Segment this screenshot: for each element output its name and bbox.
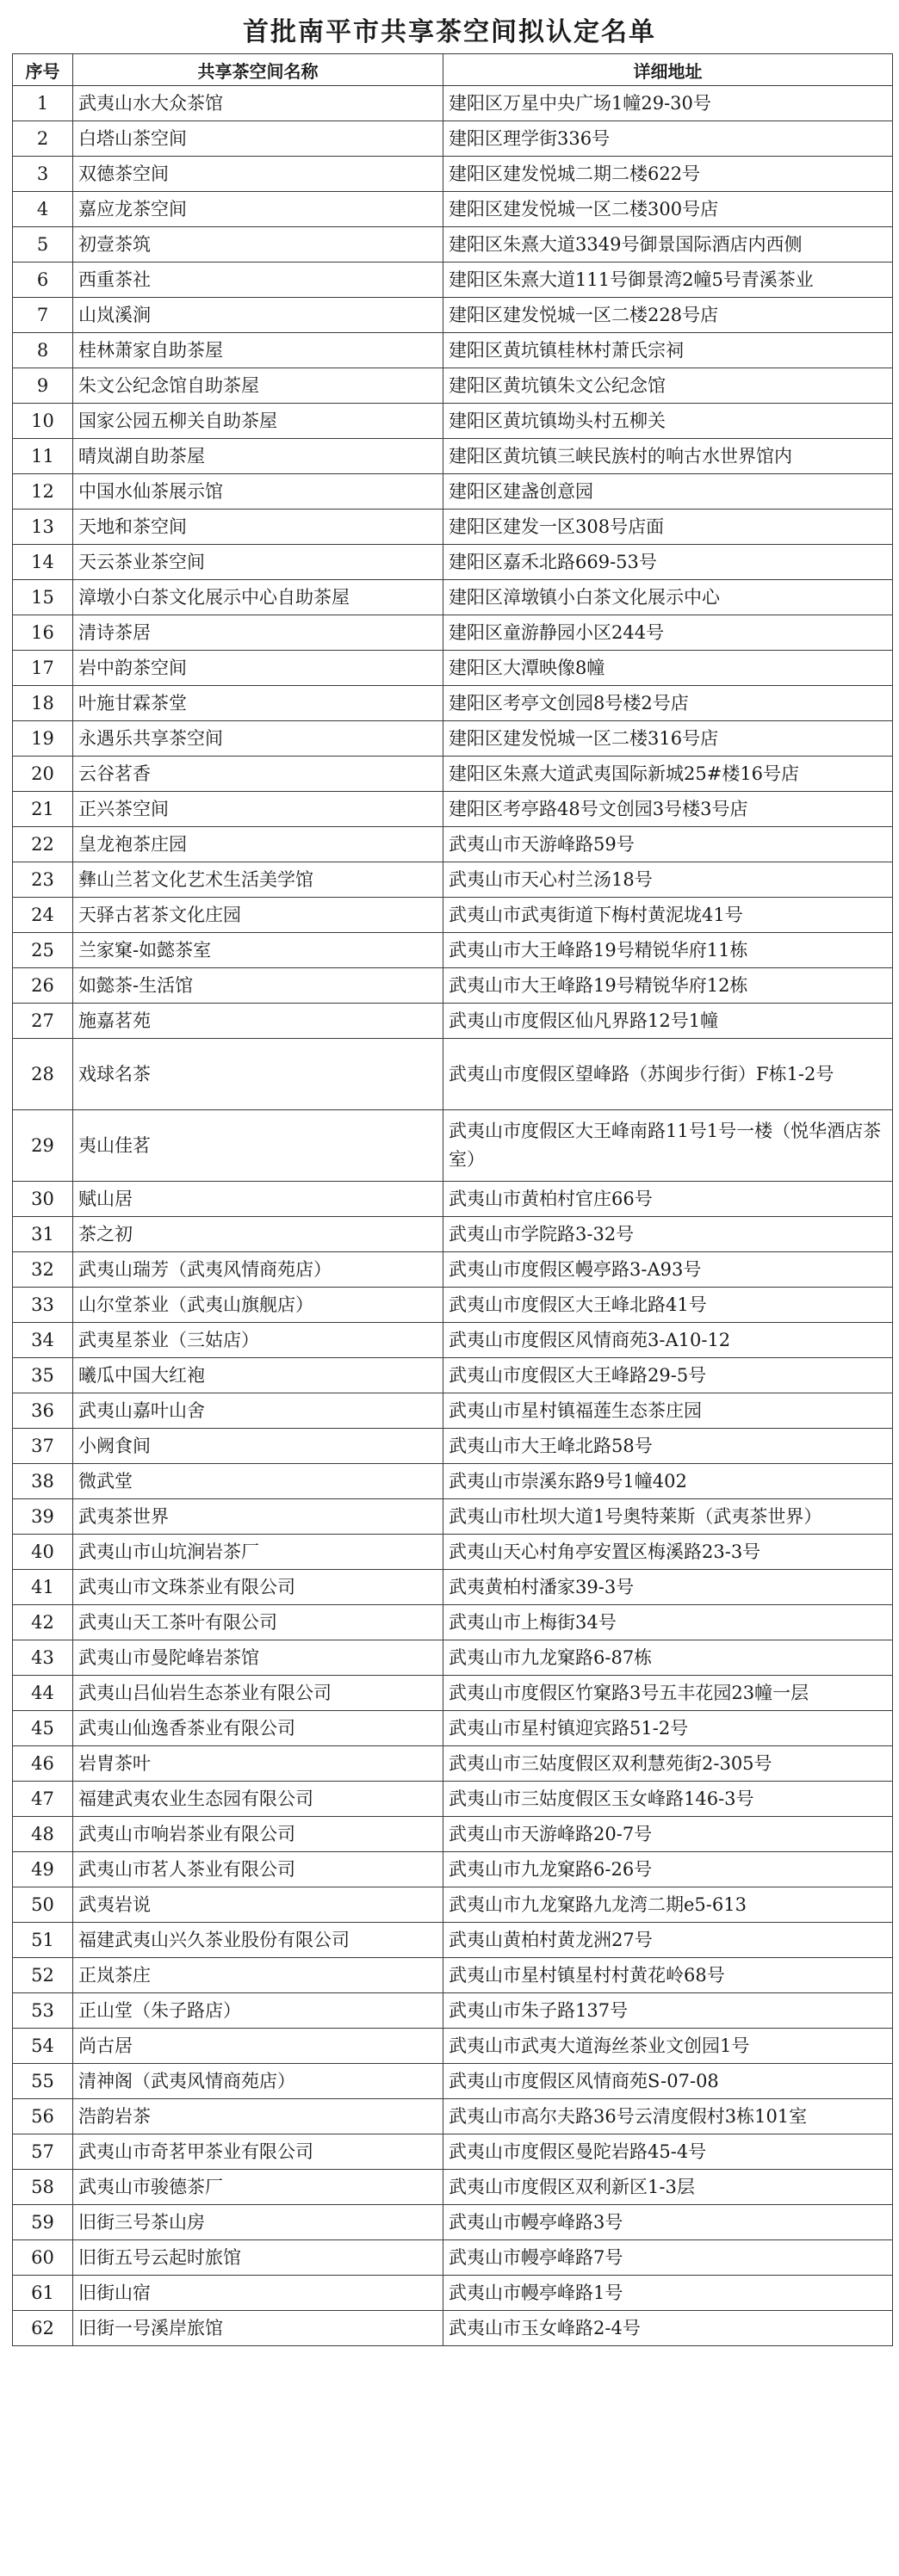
row-number: 30 bbox=[13, 1182, 73, 1217]
header-no: 序号 bbox=[13, 54, 73, 86]
row-name: 武夷山嘉叶山舍 bbox=[73, 1393, 443, 1429]
row-name: 清神阁（武夷风情商苑店） bbox=[73, 2064, 443, 2099]
row-number: 36 bbox=[13, 1393, 73, 1429]
row-number: 34 bbox=[13, 1323, 73, 1358]
table-row bbox=[13, 2064, 893, 2099]
row-name: 旧街三号茶山房 bbox=[73, 2205, 443, 2240]
row-name: 国家公园五柳关自助茶屋 bbox=[73, 404, 443, 439]
table-row bbox=[13, 862, 893, 898]
row-address: 武夷山市崇溪东路9号1幢402 bbox=[443, 1464, 893, 1499]
row-name: 武夷山水大众茶馆 bbox=[73, 86, 443, 121]
row-number: 33 bbox=[13, 1288, 73, 1323]
table-row bbox=[13, 1182, 893, 1217]
row-number: 53 bbox=[13, 1993, 73, 2029]
table-row bbox=[13, 2240, 893, 2276]
header-name: 共享茶空间名称 bbox=[73, 54, 443, 86]
row-address: 武夷山市黄柏村官庄66号 bbox=[443, 1182, 893, 1217]
table-row bbox=[13, 227, 893, 263]
row-name: 兰家窠-如懿茶室 bbox=[73, 933, 443, 968]
row-number: 60 bbox=[13, 2240, 73, 2276]
table-row bbox=[13, 1605, 893, 1640]
row-name: 叶施甘霖茶堂 bbox=[73, 686, 443, 721]
table-row bbox=[13, 1464, 893, 1499]
table-row bbox=[13, 827, 893, 862]
row-name: 嘉应龙茶空间 bbox=[73, 192, 443, 227]
row-name: 福建武夷农业生态园有限公司 bbox=[73, 1782, 443, 1817]
row-address: 武夷山市玉女峰路2-4号 bbox=[443, 2311, 893, 2346]
row-number: 44 bbox=[13, 1676, 73, 1711]
row-name: 福建武夷山兴久茶业股份有限公司 bbox=[73, 1923, 443, 1958]
row-address: 武夷山市度假区仙凡界路12号1幢 bbox=[443, 1004, 893, 1039]
row-name: 正山堂（朱子路店） bbox=[73, 1993, 443, 2029]
table-row bbox=[13, 1288, 893, 1323]
row-number: 6 bbox=[13, 263, 73, 298]
table-row bbox=[13, 2276, 893, 2311]
table-row bbox=[13, 686, 893, 721]
row-address: 武夷山市星村镇星村村黄花岭68号 bbox=[443, 1958, 893, 1993]
row-number: 59 bbox=[13, 2205, 73, 2240]
table-row bbox=[13, 651, 893, 686]
row-number: 54 bbox=[13, 2029, 73, 2064]
row-name: 天驿古茗茶文化庄园 bbox=[73, 898, 443, 933]
row-address: 建阳区黄坑镇三峡民族村的响古水世界馆内 bbox=[443, 439, 893, 474]
table-row bbox=[13, 1429, 893, 1464]
table-row bbox=[13, 1252, 893, 1288]
row-name: 清诗茶居 bbox=[73, 615, 443, 651]
table-row bbox=[13, 1887, 893, 1923]
row-address: 建阳区朱熹大道3349号御景国际酒店内西侧 bbox=[443, 227, 893, 263]
row-address: 武夷山市九龙窠路6-87栋 bbox=[443, 1640, 893, 1676]
row-number: 35 bbox=[13, 1358, 73, 1393]
row-name: 曦瓜中国大红袍 bbox=[73, 1358, 443, 1393]
row-name: 漳墩小白茶文化展示中心自助茶屋 bbox=[73, 580, 443, 615]
table-row bbox=[13, 298, 893, 333]
table-row bbox=[13, 192, 893, 227]
row-address: 武夷山黄柏村黄龙洲27号 bbox=[443, 1923, 893, 1958]
row-address: 建阳区嘉禾北路669-53号 bbox=[443, 545, 893, 580]
row-name: 晴岚湖自助茶屋 bbox=[73, 439, 443, 474]
table-row bbox=[13, 474, 893, 510]
row-address: 建阳区建盏创意园 bbox=[443, 474, 893, 510]
row-address: 武夷山市度假区风情商苑S-07-08 bbox=[443, 2064, 893, 2099]
row-name: 云谷茗香 bbox=[73, 757, 443, 792]
table-row bbox=[13, 1958, 893, 1993]
row-name: 旧街山宿 bbox=[73, 2276, 443, 2311]
row-name: 尚古居 bbox=[73, 2029, 443, 2064]
row-number: 47 bbox=[13, 1782, 73, 1817]
row-address: 武夷山天心村角亭安置区梅溪路23-3号 bbox=[443, 1535, 893, 1570]
row-address: 武夷山市天心村兰汤18号 bbox=[443, 862, 893, 898]
row-name: 夷山佳茗 bbox=[73, 1110, 443, 1182]
row-address: 建阳区童游静园小区244号 bbox=[443, 615, 893, 651]
row-number: 1 bbox=[13, 86, 73, 121]
row-name: 武夷山市山坑涧岩茶厂 bbox=[73, 1535, 443, 1570]
table-row bbox=[13, 1746, 893, 1782]
row-name: 彝山兰茗文化艺术生活美学馆 bbox=[73, 862, 443, 898]
row-address: 武夷山市大王峰路19号精锐华府12栋 bbox=[443, 968, 893, 1004]
table-row bbox=[13, 1039, 893, 1110]
table-row bbox=[13, 263, 893, 298]
row-name: 武夷星茶业（三姑店） bbox=[73, 1323, 443, 1358]
row-name: 赋山居 bbox=[73, 1182, 443, 1217]
row-address: 建阳区万星中央广场1幢29-30号 bbox=[443, 86, 893, 121]
table-body bbox=[13, 86, 893, 2346]
row-address: 武夷山市度假区望峰路（苏闽步行街）F栋1-2号 bbox=[443, 1039, 893, 1110]
row-name: 永遇乐共享茶空间 bbox=[73, 721, 443, 757]
row-number: 42 bbox=[13, 1605, 73, 1640]
row-address: 武夷山市天游峰路20-7号 bbox=[443, 1817, 893, 1852]
row-number: 29 bbox=[13, 1110, 73, 1182]
table-row bbox=[13, 1923, 893, 1958]
row-address: 武夷山市武夷街道下梅村黄泥垅41号 bbox=[443, 898, 893, 933]
table-row bbox=[13, 510, 893, 545]
table-row bbox=[13, 2311, 893, 2346]
row-name: 旧街一号溪岸旅馆 bbox=[73, 2311, 443, 2346]
row-number: 26 bbox=[13, 968, 73, 1004]
row-number: 2 bbox=[13, 121, 73, 157]
row-address: 武夷山市星村镇迎宾路51-2号 bbox=[443, 1711, 893, 1746]
row-address: 建阳区黄坑镇朱文公纪念馆 bbox=[443, 368, 893, 404]
row-address: 武夷山市度假区幔亭路3-A93号 bbox=[443, 1252, 893, 1288]
row-number: 23 bbox=[13, 862, 73, 898]
row-address: 武夷山市高尔夫路36号云清度假村3栋101室 bbox=[443, 2099, 893, 2134]
row-address: 武夷山市大王峰北路58号 bbox=[443, 1429, 893, 1464]
row-name: 茶之初 bbox=[73, 1217, 443, 1252]
row-number: 32 bbox=[13, 1252, 73, 1288]
row-number: 58 bbox=[13, 2170, 73, 2205]
row-number: 28 bbox=[13, 1039, 73, 1110]
table-row bbox=[13, 1004, 893, 1039]
table-row bbox=[13, 1358, 893, 1393]
table-row bbox=[13, 1711, 893, 1746]
row-number: 13 bbox=[13, 510, 73, 545]
row-address: 武夷山市杜坝大道1号奥特莱斯（武夷茶世界） bbox=[443, 1499, 893, 1535]
document-title: 首批南平市共享茶空间拟认定名单 bbox=[243, 17, 656, 47]
row-address: 武夷山市幔亭峰路7号 bbox=[443, 2240, 893, 2276]
row-address: 武夷山市度假区大王峰北路41号 bbox=[443, 1288, 893, 1323]
row-address: 武夷山市武夷大道海丝茶业文创园1号 bbox=[443, 2029, 893, 2064]
row-name: 白塔山茶空间 bbox=[73, 121, 443, 157]
row-name: 微武堂 bbox=[73, 1464, 443, 1499]
row-name: 双德茶空间 bbox=[73, 157, 443, 192]
row-address: 建阳区漳墩镇小白茶文化展示中心 bbox=[443, 580, 893, 615]
row-address: 武夷山市上梅街34号 bbox=[443, 1605, 893, 1640]
row-name: 武夷山天工茶叶有限公司 bbox=[73, 1605, 443, 1640]
row-name: 西重茶社 bbox=[73, 263, 443, 298]
row-number: 4 bbox=[13, 192, 73, 227]
row-name: 初壹茶筑 bbox=[73, 227, 443, 263]
row-name: 武夷山市文珠茶业有限公司 bbox=[73, 1570, 443, 1605]
row-address: 武夷山市度假区大王峰路29-5号 bbox=[443, 1358, 893, 1393]
row-address: 建阳区考亭路48号文创园3号楼3号店 bbox=[443, 792, 893, 827]
row-address: 建阳区黄坑镇坳头村五柳关 bbox=[443, 404, 893, 439]
table-row bbox=[13, 1110, 893, 1182]
tea-space-table bbox=[12, 53, 893, 2346]
row-address: 建阳区建发一区308号店面 bbox=[443, 510, 893, 545]
row-number: 14 bbox=[13, 545, 73, 580]
row-number: 17 bbox=[13, 651, 73, 686]
row-name: 武夷岩说 bbox=[73, 1887, 443, 1923]
row-address: 武夷山市度假区曼陀岩路45-4号 bbox=[443, 2134, 893, 2170]
table-row bbox=[13, 2099, 893, 2134]
row-number: 61 bbox=[13, 2276, 73, 2311]
row-address: 武夷山市三姑度假区双利慧苑街2-305号 bbox=[443, 1746, 893, 1782]
table-row bbox=[13, 1393, 893, 1429]
row-name: 岩胄茶叶 bbox=[73, 1746, 443, 1782]
row-name: 戏球名茶 bbox=[73, 1039, 443, 1110]
row-number: 43 bbox=[13, 1640, 73, 1676]
row-number: 3 bbox=[13, 157, 73, 192]
row-address: 建阳区建发悦城一区二楼300号店 bbox=[443, 192, 893, 227]
row-number: 22 bbox=[13, 827, 73, 862]
row-number: 41 bbox=[13, 1570, 73, 1605]
row-number: 45 bbox=[13, 1711, 73, 1746]
row-number: 10 bbox=[13, 404, 73, 439]
table-header-row bbox=[13, 54, 893, 86]
row-number: 25 bbox=[13, 933, 73, 968]
table-row bbox=[13, 1782, 893, 1817]
table-row bbox=[13, 1852, 893, 1887]
row-name: 武夷山市茗人茶业有限公司 bbox=[73, 1852, 443, 1887]
row-number: 7 bbox=[13, 298, 73, 333]
row-name: 小阙食间 bbox=[73, 1429, 443, 1464]
row-number: 49 bbox=[13, 1852, 73, 1887]
row-number: 56 bbox=[13, 2099, 73, 2134]
row-number: 62 bbox=[13, 2311, 73, 2346]
row-number: 16 bbox=[13, 615, 73, 651]
row-number: 18 bbox=[13, 686, 73, 721]
row-number: 57 bbox=[13, 2134, 73, 2170]
row-address: 建阳区理学街336号 bbox=[443, 121, 893, 157]
row-number: 40 bbox=[13, 1535, 73, 1570]
row-name: 武夷山市曼陀峰岩茶馆 bbox=[73, 1640, 443, 1676]
table-row bbox=[13, 792, 893, 827]
row-number: 38 bbox=[13, 1464, 73, 1499]
row-name: 武夷山市奇茗甲茶业有限公司 bbox=[73, 2134, 443, 2170]
row-number: 8 bbox=[13, 333, 73, 368]
row-name: 桂林萧家自助茶屋 bbox=[73, 333, 443, 368]
table-row bbox=[13, 333, 893, 368]
row-number: 20 bbox=[13, 757, 73, 792]
row-number: 46 bbox=[13, 1746, 73, 1782]
row-number: 51 bbox=[13, 1923, 73, 1958]
row-name: 朱文公纪念馆自助茶屋 bbox=[73, 368, 443, 404]
row-address: 武夷山市朱子路137号 bbox=[443, 1993, 893, 2029]
table-row bbox=[13, 1535, 893, 1570]
row-name: 施嘉茗苑 bbox=[73, 1004, 443, 1039]
row-address: 建阳区朱熹大道武夷国际新城25#楼16号店 bbox=[443, 757, 893, 792]
row-name: 武夷山市响岩茶业有限公司 bbox=[73, 1817, 443, 1852]
row-address: 建阳区朱熹大道111号御景湾2幢5号青溪茶业 bbox=[443, 263, 893, 298]
row-number: 12 bbox=[13, 474, 73, 510]
row-name: 岩中韵茶空间 bbox=[73, 651, 443, 686]
row-name: 天地和茶空间 bbox=[73, 510, 443, 545]
row-number: 21 bbox=[13, 792, 73, 827]
row-name: 皇龙袍茶庄园 bbox=[73, 827, 443, 862]
row-name: 正兴茶空间 bbox=[73, 792, 443, 827]
row-name: 中国水仙茶展示馆 bbox=[73, 474, 443, 510]
row-name: 武夷山市骏德茶厂 bbox=[73, 2170, 443, 2205]
row-address: 武夷山市度假区风情商苑3-A10-12 bbox=[443, 1323, 893, 1358]
row-address: 建阳区黄坑镇桂林村萧氏宗祠 bbox=[443, 333, 893, 368]
table-row bbox=[13, 2205, 893, 2240]
row-address: 建阳区建发悦城一区二楼228号店 bbox=[443, 298, 893, 333]
table-row bbox=[13, 898, 893, 933]
row-name: 天云茶业茶空间 bbox=[73, 545, 443, 580]
table-row bbox=[13, 1993, 893, 2029]
row-address: 建阳区大潭映像8幢 bbox=[443, 651, 893, 686]
table-row bbox=[13, 580, 893, 615]
row-address: 武夷山市三姑度假区玉女峰路146-3号 bbox=[443, 1782, 893, 1817]
row-name: 正岚茶庄 bbox=[73, 1958, 443, 1993]
row-name: 山岚溪涧 bbox=[73, 298, 443, 333]
table-row bbox=[13, 1817, 893, 1852]
row-number: 52 bbox=[13, 1958, 73, 1993]
row-address: 武夷山市星村镇福莲生态茶庄园 bbox=[443, 1393, 893, 1429]
table-row bbox=[13, 1676, 893, 1711]
table-row bbox=[13, 121, 893, 157]
row-name: 如懿茶-生活馆 bbox=[73, 968, 443, 1004]
row-address: 武夷山市度假区大王峰南路11号1号一楼（悦华酒店茶室） bbox=[443, 1110, 893, 1182]
table-row bbox=[13, 404, 893, 439]
table-row bbox=[13, 2029, 893, 2064]
row-address: 建阳区建发悦城一区二楼316号店 bbox=[443, 721, 893, 757]
row-address: 武夷山市大王峰路19号精锐华府11栋 bbox=[443, 933, 893, 968]
table-row bbox=[13, 721, 893, 757]
table-row bbox=[13, 545, 893, 580]
table-row bbox=[13, 1640, 893, 1676]
row-number: 19 bbox=[13, 721, 73, 757]
table-row bbox=[13, 368, 893, 404]
table-row bbox=[13, 2134, 893, 2170]
row-address: 武夷山市度假区双利新区1-3层 bbox=[443, 2170, 893, 2205]
row-name: 山尔堂茶业（武夷山旗舰店） bbox=[73, 1288, 443, 1323]
row-number: 9 bbox=[13, 368, 73, 404]
table-row bbox=[13, 1570, 893, 1605]
table-row bbox=[13, 1217, 893, 1252]
table-row bbox=[13, 968, 893, 1004]
row-number: 55 bbox=[13, 2064, 73, 2099]
table-row bbox=[13, 933, 893, 968]
row-address: 武夷山市幔亭峰路3号 bbox=[443, 2205, 893, 2240]
row-name: 武夷山瑞芳（武夷风情商苑店） bbox=[73, 1252, 443, 1288]
table-row bbox=[13, 1323, 893, 1358]
table-row bbox=[13, 757, 893, 792]
row-number: 48 bbox=[13, 1817, 73, 1852]
row-number: 27 bbox=[13, 1004, 73, 1039]
row-name: 武夷山吕仙岩生态茶业有限公司 bbox=[73, 1676, 443, 1711]
row-number: 24 bbox=[13, 898, 73, 933]
row-number: 39 bbox=[13, 1499, 73, 1535]
row-address: 武夷山市度假区竹窠路3号五丰花园23幢一层 bbox=[443, 1676, 893, 1711]
row-number: 50 bbox=[13, 1887, 73, 1923]
row-number: 37 bbox=[13, 1429, 73, 1464]
row-name: 浩韵岩茶 bbox=[73, 2099, 443, 2134]
row-address: 武夷山市幔亭峰路1号 bbox=[443, 2276, 893, 2311]
row-address: 武夷山市天游峰路59号 bbox=[443, 827, 893, 862]
row-number: 11 bbox=[13, 439, 73, 474]
row-address: 武夷山市九龙窠路6-26号 bbox=[443, 1852, 893, 1887]
row-name: 武夷茶世界 bbox=[73, 1499, 443, 1535]
row-address: 武夷黄柏村潘家39-3号 bbox=[443, 1570, 893, 1605]
row-name: 武夷山仙逸香茶业有限公司 bbox=[73, 1711, 443, 1746]
row-number: 31 bbox=[13, 1217, 73, 1252]
row-name: 旧街五号云起时旅馆 bbox=[73, 2240, 443, 2276]
table-row bbox=[13, 439, 893, 474]
header-address: 详细地址 bbox=[443, 54, 893, 86]
table-row bbox=[13, 157, 893, 192]
table-row bbox=[13, 2170, 893, 2205]
row-address: 武夷山市九龙窠路九龙湾二期e5-613 bbox=[443, 1887, 893, 1923]
row-number: 15 bbox=[13, 580, 73, 615]
row-address: 建阳区建发悦城二期二楼622号 bbox=[443, 157, 893, 192]
table-row bbox=[13, 1499, 893, 1535]
row-address: 武夷山市学院路3-32号 bbox=[443, 1217, 893, 1252]
row-number: 5 bbox=[13, 227, 73, 263]
row-address: 建阳区考亭文创园8号楼2号店 bbox=[443, 686, 893, 721]
table-row bbox=[13, 86, 893, 121]
table-row bbox=[13, 615, 893, 651]
